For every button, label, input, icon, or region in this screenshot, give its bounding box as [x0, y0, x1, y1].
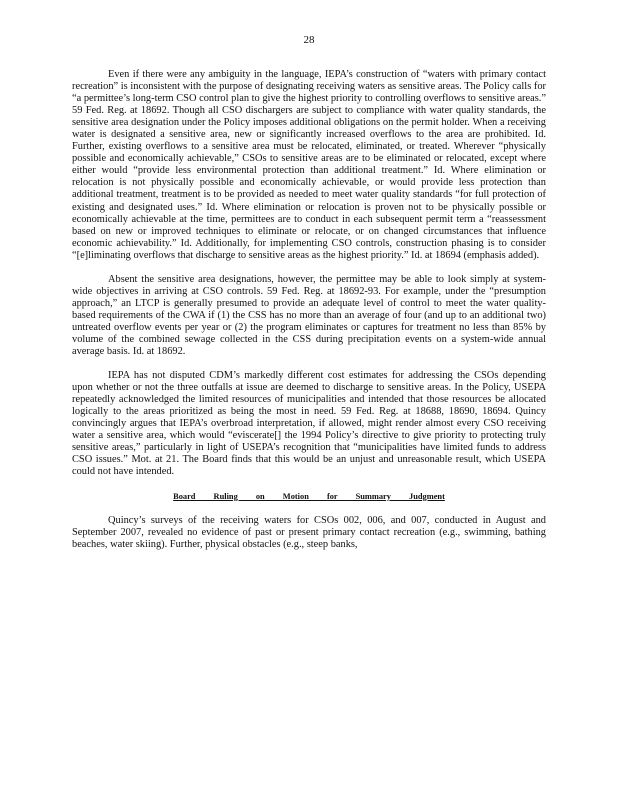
- section-heading: Board Ruling on Motion for Summary Judgment: [173, 491, 445, 501]
- paragraph-cost-estimates: IEPA has not disputed CDM’s markedly different cost estimates for addressing the CSOs depending upon whether or not the three outfalls at issue are deemed to discharge to sensitive areas. In the Policy, USEPA repeatedly acknowledged the limited resources of municipalities and intended that those resources be allocated logically to the areas prioritized as being the most in need. 59 Fed. Reg. at 18688, 18690, 18694. Quincy convincingly argues that IEPA’s overbroad interpretation, if allowed, might render almost every CSO receiving water a sensitive area, which would “eviscerate[] the 1994 Policy’s directive to give priority to protecting truly sensitive areas,” particularly in light of USEPA’s recognition that “municipalities have limited funds to address CSO issues.” Mot. at 21. The Board finds that this would be an unjust and unreasonable result, which USEPA could not have intended.: [72, 370, 546, 478]
- page-number: 28: [303, 34, 315, 46]
- paragraph-system-wide: Absent the sensitive area designations, however, the permittee may be able to look simply at system-wide objectives in arriving at CSO controls. 59 Fed. Reg. at 18692-93. For example, under the “presumption approach,” an LTCP is generally presumed to provide an adequate level of control to meet the water quality-based requirements of the CWA if (1) the CSS has no more than an average of four (and up to an additional two) untreated overflow events per year or (2) the program eliminates or captures for treatment no less than 85% by volume of the combined sewage collected in the CSS during precipitation events on a system-wide annual average basis. Id. at 18692.: [72, 273, 546, 358]
- paragraph-surveys: Quincy’s surveys of the receiving waters for CSOs 002, 006, and 007, conducted in August and September 2007, revealed no evidence of past or present primary contact recreation (e.g., swimming, bathing beaches, water skiing). Further, physical obstacles (e.g., steep banks,: [72, 514, 546, 550]
- document-body: [72, 69, 546, 551]
- paragraph-sensitive-areas: Even if there were any ambiguity in the language, IEPA’s construction of “waters with primary contact recreation” is inconsistent with the purpose of designating receiving waters as sensitive areas. The Policy calls for “a permittee’s long-term CSO control plan to give the highest priority to controlling overflows to sensitive areas.” 59 Fed. Reg. at 18692. Though all CSO dischargers are subject to compliance with water quality standards, the sensitive area designation under the Policy imposes additional obligations on the permit holder. When a receiving water is designated a sensitive area, new or significantly increased overflows to the area are prohibited. Id. Further, existing overflows to a sensitive area must be relocated, eliminated, or treated. Wherever “physically possible and economically achievable,” CSOs to sensitive areas are to be eliminated or relocated, except where either would “provide less environmental protection than additional treatment.” Id. Where elimination or relocation is not physically possible and economically achievable, or would provide less protection than additional treatment, treatment is to be provided as needed to meet water quality standards “for full protection of existing and designated uses.” Id. Where elimination or relocation is proven not to be physically possible or economically achievable at the time, permittees are to conduct in each subsequent permit term a “reassessment based on new or improved techniques to eliminate or relocate, or on changed circumstances that influence economic achievability.” Id. Additionally, for implementing CSO controls, construction phasing is to consider “[e]liminating overflows that discharge to sensitive areas as the highest priority.” Id. at 18694 (emphasis added).: [72, 69, 546, 261]
